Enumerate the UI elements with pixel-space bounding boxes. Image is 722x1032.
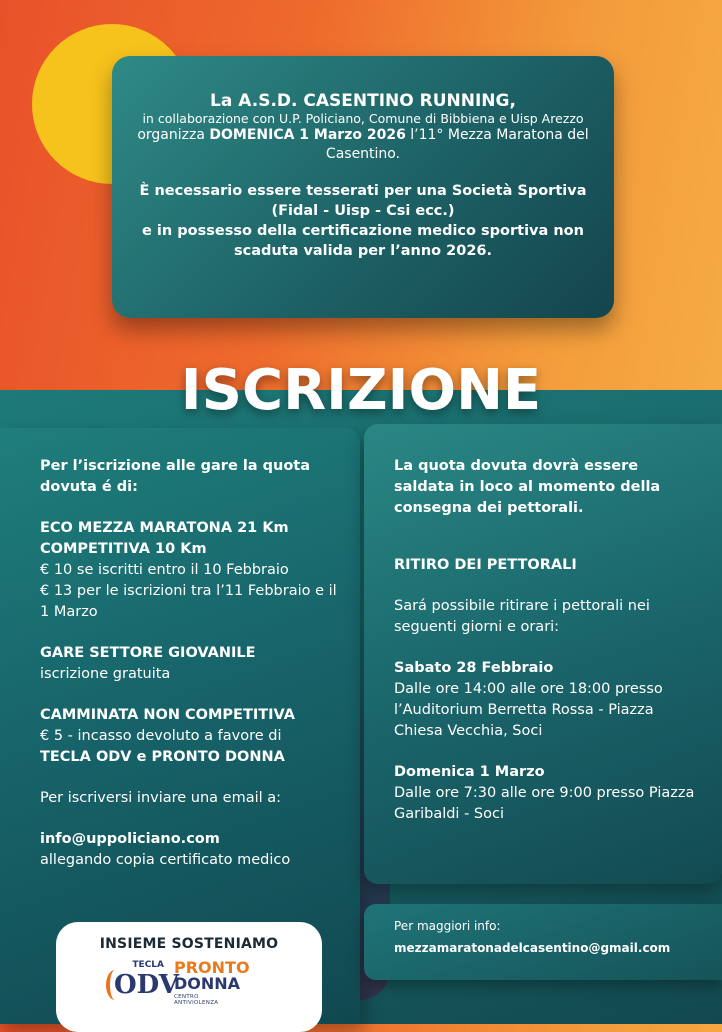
youth-text: iscrizione gratuita xyxy=(40,666,171,682)
email-intro: Per iscriversi inviare una email a: xyxy=(40,790,282,806)
page-title: ISCRIZIONE xyxy=(180,358,542,423)
event-line-pre: organizza xyxy=(137,127,210,143)
pickup-title: RITIRO DEI PETTORALI xyxy=(394,557,577,573)
intro-box xyxy=(112,56,614,318)
info-box xyxy=(364,904,722,980)
registration-email[interactable]: info@uppoliciano.com xyxy=(40,831,220,847)
day1-title: Sabato 28 Febbraio xyxy=(394,660,554,676)
tecla-big-text: ODV xyxy=(114,970,179,1000)
email-note: allegando copia certificato medico xyxy=(40,852,291,868)
sponsor-box xyxy=(56,922,322,1032)
event-line-post: l’11° Mezza Maratona del Casentino. xyxy=(325,127,589,162)
fees-intro: Per l’iscrizione alle gare la quota dovuta é di: xyxy=(40,458,311,495)
walk-text: € 5 - incasso devoluto a favore di xyxy=(40,728,282,744)
tecla-small-text: TECLA xyxy=(132,960,164,970)
collaboration-line: in collaborazione con U.P. Policiano, Comune di Bibbiena e Uisp Arezzo xyxy=(142,111,584,126)
event-line xyxy=(134,126,592,164)
price-early: € 10 se iscritti entro il 10 Febbraio xyxy=(40,562,289,578)
pronto-word: PRONTO xyxy=(174,958,250,977)
pronto-donna-logo xyxy=(174,958,250,1010)
info-email[interactable]: mezzamaratonadelcasentino@gmail.com xyxy=(394,941,671,955)
requirements xyxy=(134,181,592,261)
day2-title: Domenica 1 Marzo xyxy=(394,764,545,780)
event-date: DOMENICA 1 Marzo 2026 xyxy=(209,127,406,143)
requirement-membership: È necessario essere tesserati per una Società Sportiva (Fidal - Uisp - Csi ecc.) xyxy=(139,183,587,219)
day2-text: Dalle ore 7:30 alle ore 9:00 presso Piazza Garibaldi - Soci xyxy=(394,785,695,822)
youth-title: GARE SETTORE GIOVANILE xyxy=(40,645,256,661)
organizer-name: La A.S.D. CASENTINO RUNNING, xyxy=(210,91,516,111)
walk-title: CAMMINATA NON COMPETITIVA xyxy=(40,707,295,723)
requirement-certificate: e in possesso della certificazione medico sportiva non scaduta valida per l’anno 2026. xyxy=(142,223,584,259)
walk-beneficiaries: TECLA ODV e PRONTO DONNA xyxy=(40,749,285,765)
eco-title: ECO MEZZA MARATONA 21 Km xyxy=(40,520,289,536)
antiviolenza-word: CENTRO ANTIVIOLENZA xyxy=(174,994,219,1006)
payment-note: La quota dovuta dovrà essere saldata in loco al momento della consegna dei pettorali. xyxy=(394,458,661,516)
pickup-column xyxy=(364,424,722,884)
info-label: Per maggiori info: xyxy=(394,919,501,933)
tecla-odv-logo xyxy=(106,960,179,1006)
sponsor-heading: INSIEME SOSTENIAMO xyxy=(99,936,279,952)
sponsor-logos xyxy=(56,960,322,1016)
price-late: € 13 per le iscrizioni tra l’11 Febbraio e il 1 Marzo xyxy=(40,583,337,620)
competitive-title: COMPETITIVA 10 Km xyxy=(40,541,207,557)
donna-word: DONNA xyxy=(174,974,241,993)
day1-text: Dalle ore 14:00 alle ore 18:00 presso l’Auditorium Berretta Rossa - Piazza Chiesa Vecchia, Soci xyxy=(394,681,663,739)
pickup-text: Sará possibile ritirare i pettorali nei seguenti giorni e orari: xyxy=(394,598,650,635)
